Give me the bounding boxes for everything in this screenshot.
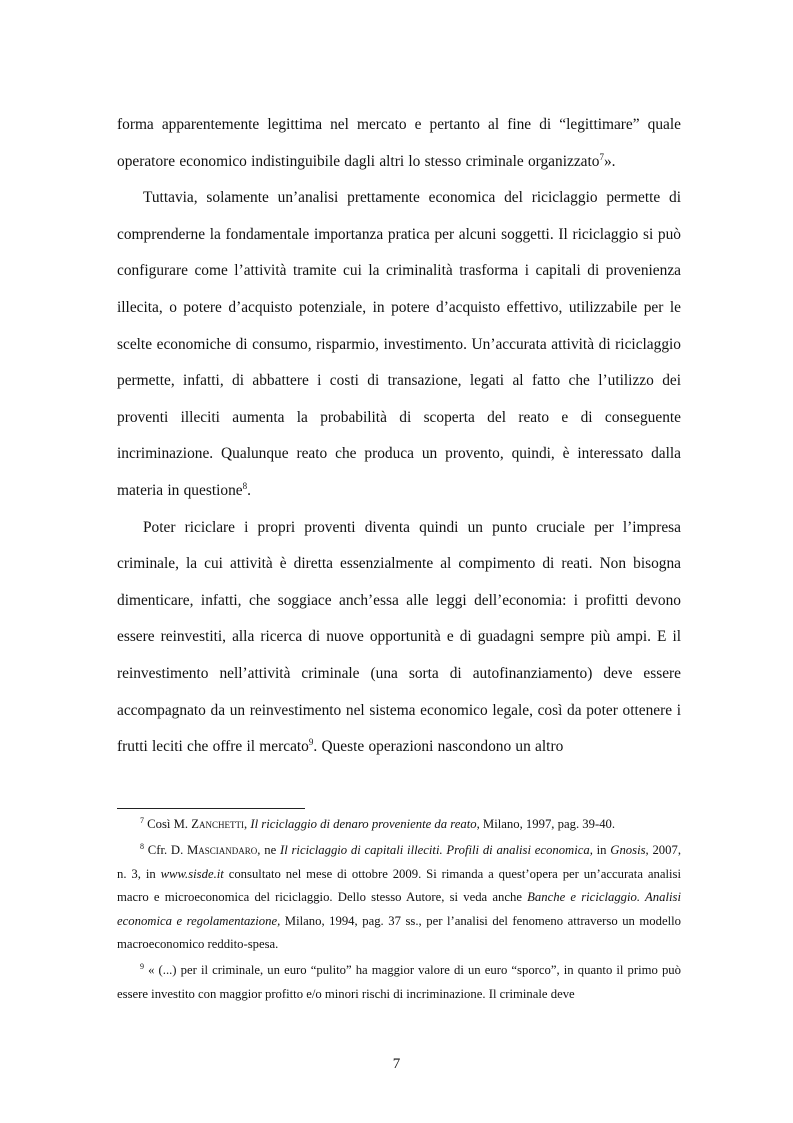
footnote-7: $^7$ Così M. Zanchetti, Il riciclaggio di denaro proveniente da reato, Milano, 1997, pag. 39-40.	[140, 816, 616, 831]
journal-title: Gnosis,	[610, 843, 649, 858]
footnote-ref-7[interactable]: 7	[599, 151, 604, 162]
footnote-8: $^8$ Cfr. D. Masciandaro, ne Il riciclaggio di capitali illeciti. Profili di analisi economica, in Gnosis, 2007, n. 3, in www.sisde.it consultato nel mese di ottobre 2009. Si rimanda a quest’opera per un’accurata analisi macro e microeconomica del riciclaggio. Dello stesso Autore, si veda anche Banche e riciclaggio. Analisi economica e regolamentazione, Milano, 1994, pag. 37 ss., per l’analisi del fenomeno attraverso un modello macroeconomico reddito-spesa.	[117, 842, 682, 952]
paragraph-2	[117, 180, 681, 509]
website-link[interactable]: www.sisde.it	[160, 866, 224, 881]
author-name: Zanchetti	[191, 817, 245, 831]
author-name: Masciandaro	[187, 843, 258, 858]
paragraph-text: ».	[603, 152, 616, 170]
footnote-mark: 7	[140, 816, 144, 825]
footnote-mark: 9	[140, 962, 144, 972]
paragraph-text: .	[247, 481, 251, 499]
body-text	[117, 107, 681, 766]
paragraph-text: forma apparentemente legittima nel mercato e pertanto al fine di “legittimare” quale operatore economico indistinguibile dagli altri lo stesso criminale organizzato	[117, 116, 681, 170]
paragraph-text: Poter riciclare i propri proventi diventa quindi un punto cruciale per l’impresa criminale, la cui attività è diretta essenzialmente al compimento di reati. Non bisogna dimenticare, infatti, che soggiace anch’essa alle leggi dell’economia: i profitti devono essere reinvestiti, alla ricerca di nuove opportunità e di guadagni sempre più ampi. E il reinvestimento nell’attività criminale (una sorta di autofinanziamento) deve essere accompagnato da un reinvestimento nel sistema economico legale, così da poter ottenere i frutti leciti che offre il mercato	[117, 518, 681, 756]
article-title: Il riciclaggio di capitali illeciti. Profili di analisi economica,	[279, 843, 593, 858]
paragraph-3	[117, 510, 681, 766]
footnote-ref-8[interactable]: 8	[242, 480, 248, 491]
paragraph-text: Tuttavia, solamente un’analisi prettamente economica del riciclaggio permette di comprenderne la fondamentale importanza pratica per alcuni soggetti. Il riciclaggio si può configurare come l’attività tramite cui la criminalità trasforma i capitali di provenienza illecita, o potere d’acquisto potenziale, in potere d’acquisto effettivo, utilizzabile per le scelte economiche di consumo, risparmio, investimento. Un’accurata attività di riciclaggio permette, infatti, di abbattere i costi di transazione, legati al fatto che l’utilizzo dei proventi illeciti aumenta la probabilità di scoperta del reato e di conseguente incriminazione. Qualunque reato che produca un provento, quindi, è interessato dalla materia in questione	[117, 189, 681, 499]
book-title: Il riciclaggio di denaro proveniente da reato	[250, 817, 477, 831]
footnotes	[117, 813, 681, 1009]
page-number: 7	[392, 1056, 401, 1072]
footnote-mark: 8	[140, 842, 144, 852]
paragraph-1	[117, 107, 681, 180]
footnote-ref-9[interactable]: 9	[308, 737, 314, 748]
footnote-9: $^9$ « (...) per il criminale, un euro “pulito” ha maggior valore di un euro “sporco”, in quanto il primo può essere investito con maggior profitto e/o minori rischi di incriminazione. Il criminale deve	[117, 962, 681, 1001]
footnote-separator	[117, 808, 305, 809]
paragraph-text: . Queste operazioni nascondono un altro	[313, 738, 564, 756]
book-title: Banche e riciclaggio. Analisi economica e regolamentazione,	[117, 890, 681, 928]
